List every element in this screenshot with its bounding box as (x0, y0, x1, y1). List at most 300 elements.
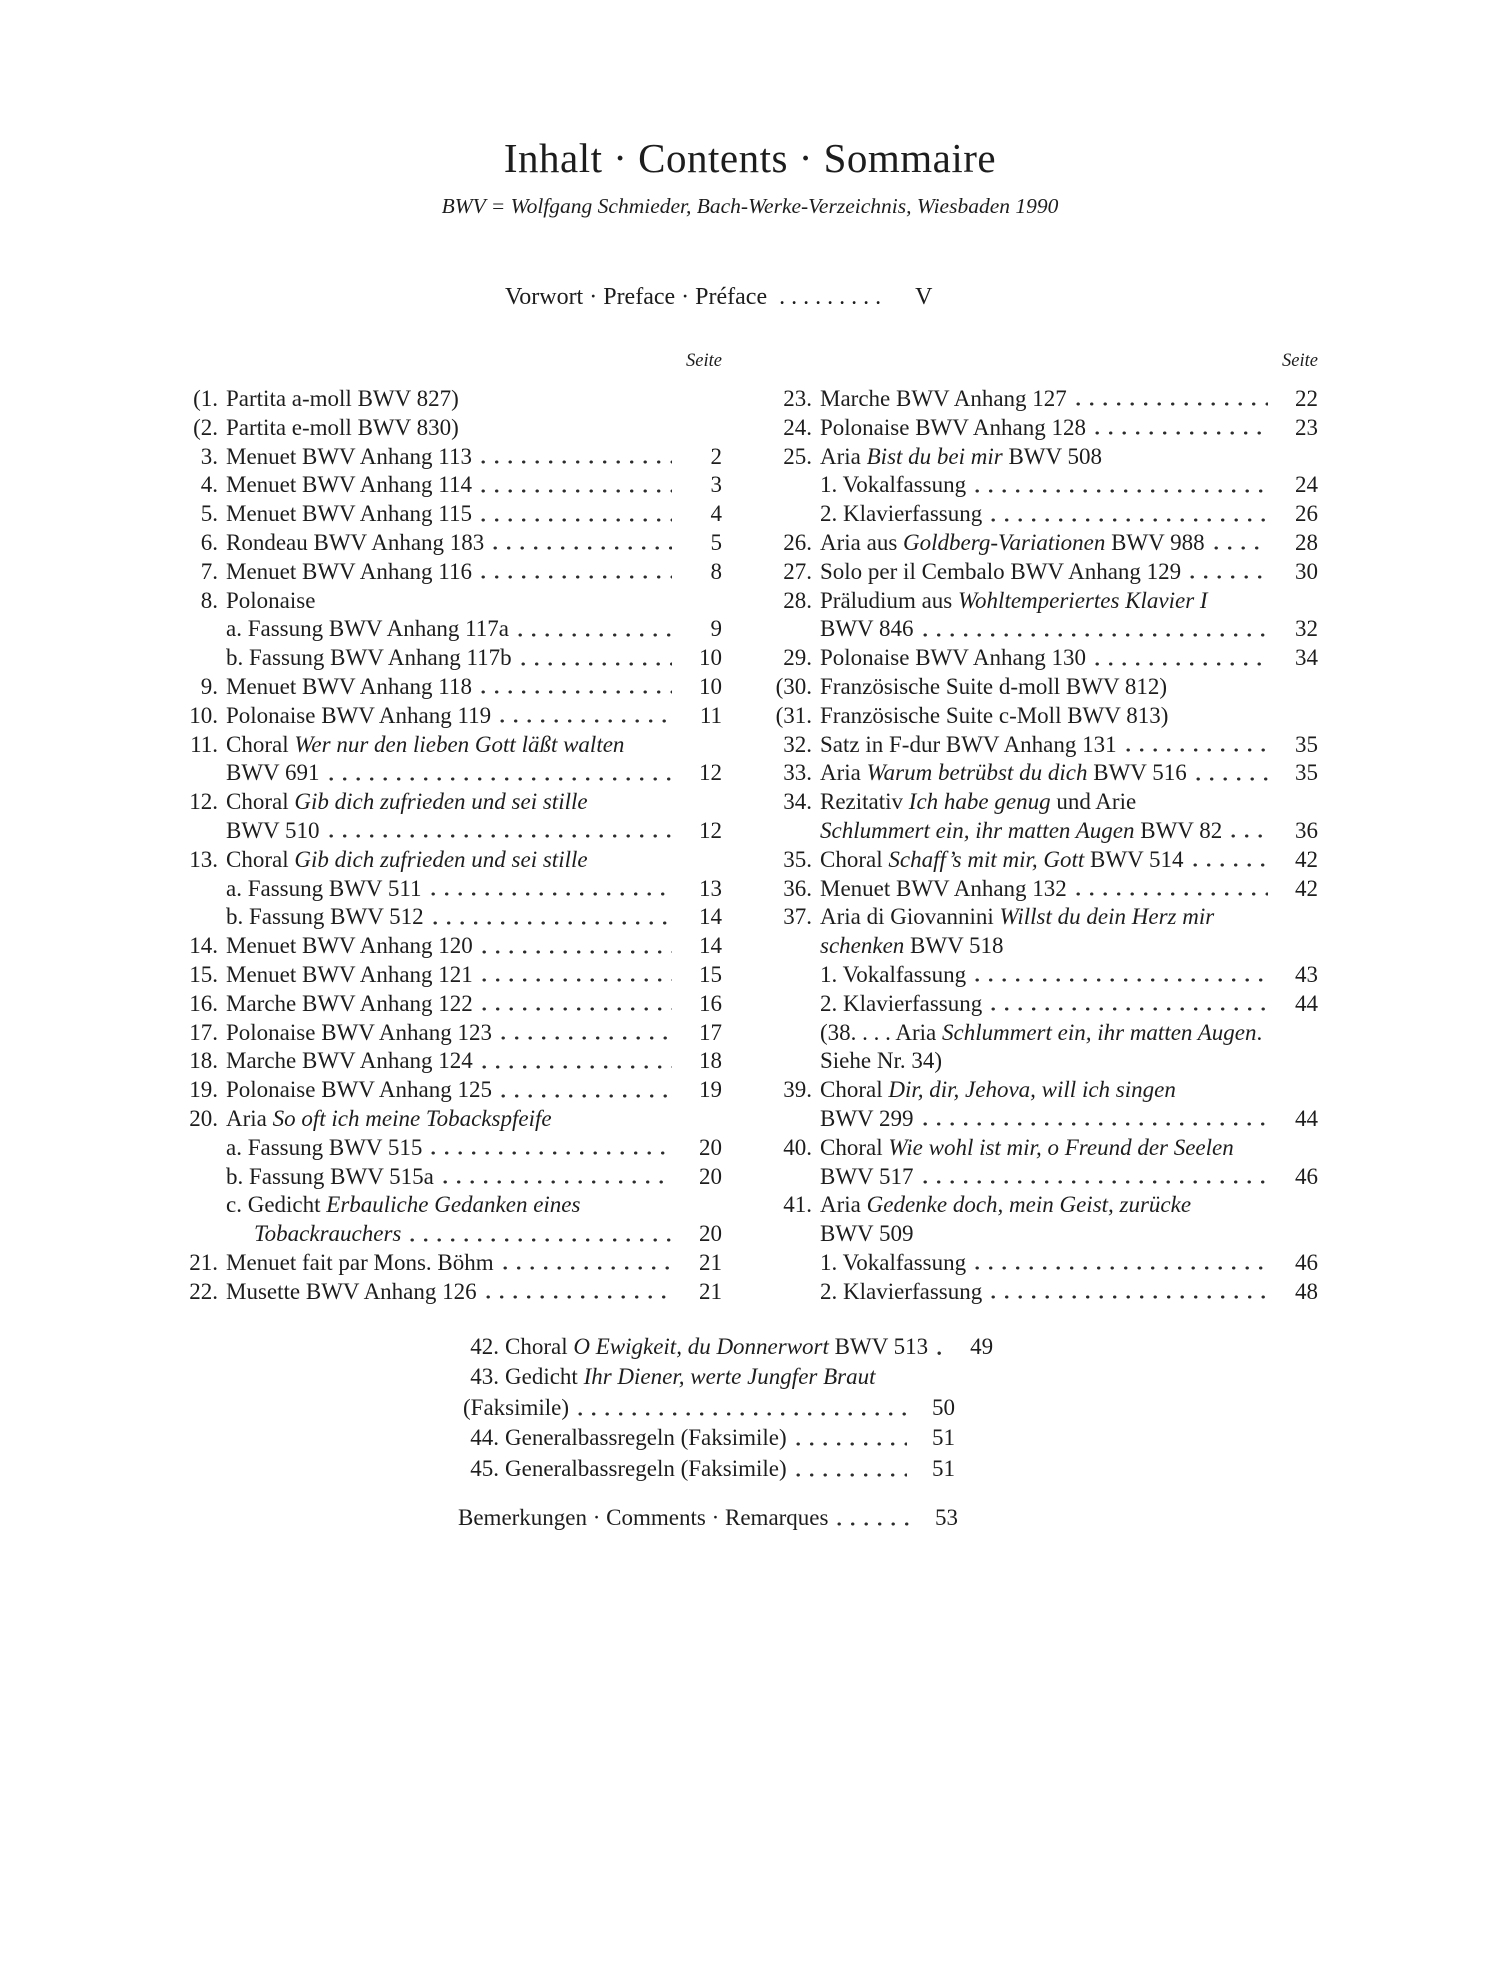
toc-entry (770, 903, 1318, 932)
entry-title (226, 817, 320, 846)
dot-leader (521, 644, 672, 673)
toc-entry (770, 1220, 1318, 1249)
entry-number: 8. (200, 587, 218, 613)
entry-page-number: 49 (970, 1334, 994, 1359)
dot-leader (923, 1105, 1269, 1134)
entry-title (226, 1076, 492, 1105)
dot-leader (518, 615, 672, 644)
entry-title (820, 385, 1067, 414)
toc-column-left (152, 351, 722, 1307)
entry-title-segment: Satz in F-dur BWV Anhang 131 (820, 731, 1117, 757)
entry-title-segment: 1. Vokalfassung (820, 1249, 967, 1275)
entry-title-segment: Ihr Diener, werte Jungfer Braut (583, 1364, 876, 1390)
toc-entry (770, 385, 1318, 414)
page-title: Inhalt · Contents · Sommaire (503, 135, 997, 181)
toc-entry (770, 1047, 1318, 1076)
entry-title (226, 788, 588, 817)
entry-title (820, 644, 1086, 673)
entry-page-number: 20 (699, 1221, 722, 1247)
entry-title-segment: BWV 691 (226, 760, 320, 786)
entry-title-segment: Partita a-moll BWV 827) (226, 386, 459, 411)
entry-title-segment: Polonaise BWV Anhang 125 (226, 1077, 492, 1103)
dot-leader (975, 1249, 1268, 1278)
dot-leader (443, 1163, 672, 1192)
entry-title (820, 731, 1117, 760)
entry-title-segment: Französische Suite c-Moll BWV 813) (820, 702, 1169, 728)
dot-leader (1231, 817, 1268, 846)
toc-entry (770, 1019, 1318, 1048)
entry-page-number: 24 (1295, 472, 1318, 498)
entry-title (820, 1220, 914, 1249)
entry-page-number: 51 (932, 1425, 955, 1451)
entry-title-segment: Aria (820, 1192, 867, 1218)
entry-title (226, 846, 588, 875)
entry-title-segment: Aria (820, 443, 867, 469)
entry-title-segment: . (1256, 1019, 1263, 1045)
entry-number (770, 615, 812, 644)
toc-entry (770, 759, 1318, 788)
entry-title (820, 932, 1004, 961)
dot-leader (837, 1503, 910, 1533)
entry-title-segment: Choral (820, 1134, 889, 1160)
entry-title-segment: Tobackrauchers (254, 1221, 402, 1247)
entry-page-number: 22 (1295, 386, 1318, 411)
entry-title-segment: Solo per il Cembalo BWV Anhang 129 (820, 558, 1182, 584)
entry-number (770, 1047, 812, 1076)
entry-title (820, 1047, 942, 1076)
entry-title-segment: Wie wohl ist mir, o Freund der Seelen (888, 1134, 1234, 1160)
entry-title (226, 1191, 580, 1220)
remarks-page-number: 53 (935, 1505, 958, 1530)
toc-entry (770, 529, 1318, 558)
entry-title-segment: Choral (226, 846, 295, 872)
entry-title-segment: Aria (820, 760, 867, 786)
entry-page-number: 8 (710, 558, 722, 584)
entry-title-segment: (Faksimile) (463, 1394, 570, 1420)
dot-leader (991, 500, 1268, 529)
entry-title (820, 615, 914, 644)
dot-leader (482, 932, 672, 961)
entry-page-number: 26 (1295, 501, 1318, 527)
dot-leader (1196, 759, 1268, 788)
entry-page-number: 34 (1295, 645, 1318, 671)
dot-leader (975, 471, 1268, 500)
entry-number: 34. (783, 789, 812, 815)
entry-title-segment: BWV 508 (1002, 443, 1102, 469)
entry-title-segment: Präludium aus (820, 587, 958, 613)
entry-page-number: 51 (932, 1455, 955, 1481)
entry-title-segment: Schaff’s mit mir, Gott (888, 846, 1085, 872)
entry-title (820, 1163, 914, 1192)
toc-entries-left (152, 385, 722, 1307)
entry-title-segment: Dir, dir, Jehova, will ich singen (888, 1077, 1176, 1103)
toc-entry (770, 702, 1318, 731)
entry-number: 25. (783, 443, 812, 469)
dot-leader (1190, 558, 1268, 587)
entry-number: 28. (783, 587, 812, 613)
entry-title-segment: Marche BWV Anhang 127 (820, 386, 1067, 411)
entry-title-segment: Choral (226, 731, 295, 757)
entry-number: 9. (200, 673, 218, 699)
page-subtitle: BWV = Wolfgang Schmieder, Bach-Werke-Verzeichnis, Wiesbaden 1990 (441, 194, 1059, 218)
entry-number (770, 1105, 812, 1134)
entry-title-segment: Siehe Nr. 34) (820, 1048, 943, 1074)
entry-title (820, 529, 1205, 558)
entry-title (820, 587, 1208, 616)
dot-leader (481, 471, 672, 500)
entry-number (152, 1163, 218, 1192)
entry-title (820, 443, 1102, 472)
entry-number: 7. (200, 558, 218, 584)
toc-entry (152, 1163, 722, 1192)
toc-entry (770, 990, 1318, 1019)
preface-dot-leader: . . . . . . . . . (779, 284, 882, 310)
entry-title (226, 471, 472, 500)
dot-leader (482, 961, 672, 990)
entry-page-number: 20 (699, 1163, 722, 1189)
entry-title-segment: Generalbassregeln (Faksimile) (505, 1425, 787, 1451)
entry-title-segment: BWV 518 (904, 933, 1004, 959)
dot-leader (410, 1220, 672, 1249)
toc-entry (152, 673, 722, 702)
entry-title (820, 500, 982, 529)
entry-number: 26. (783, 529, 812, 555)
toc-entry (152, 990, 722, 1019)
entry-title (505, 1423, 787, 1453)
toc-entry (152, 875, 722, 904)
dot-leader (578, 1393, 907, 1423)
entry-number (770, 1163, 812, 1192)
entry-number (770, 1019, 812, 1048)
toc-entry (770, 1105, 1318, 1134)
entry-number (152, 1191, 218, 1220)
entry-page-number: 21 (699, 1278, 722, 1304)
dot-leader (991, 1278, 1268, 1307)
toc-entry (770, 644, 1318, 673)
entry-title-segment: Choral (820, 846, 889, 872)
entry-title (226, 932, 473, 961)
entry-number: 6. (200, 529, 218, 555)
entry-title (820, 414, 1086, 443)
entry-title (226, 759, 320, 788)
toc-entry (152, 443, 722, 472)
dot-leader (1076, 385, 1268, 414)
entry-number (152, 759, 218, 788)
entry-title-segment: O Ewigkeit, du Donnerwort (573, 1334, 829, 1359)
entry-title-segment: Wer nur den lieben Gott läßt walten (294, 731, 625, 757)
entry-title (820, 759, 1187, 788)
entry-page-number: 28 (1295, 529, 1318, 555)
entry-number: 5. (200, 501, 218, 527)
entry-title (226, 1019, 492, 1048)
entry-number (770, 932, 812, 961)
entry-title-segment: BWV 513 (828, 1334, 929, 1359)
entry-page-number: 35 (1295, 760, 1318, 786)
entry-title (226, 1220, 401, 1249)
toc-entry (152, 414, 722, 443)
entry-number (770, 500, 812, 529)
entry-page-number: 12 (699, 817, 722, 843)
entry-title (226, 558, 472, 587)
entry-title (226, 702, 491, 731)
entry-title-segment: Menuet BWV Anhang 114 (226, 472, 472, 498)
entry-title-segment: BWV 509 (820, 1221, 914, 1247)
toc-entry (152, 587, 722, 616)
preface-line (505, 284, 932, 311)
entry-page-number: 18 (699, 1048, 722, 1074)
entry-title (226, 961, 473, 990)
entry-page-number: 10 (699, 645, 722, 671)
toc-entry (152, 529, 722, 558)
dot-leader (503, 1249, 672, 1278)
entry-title-segment: Aria aus (820, 529, 904, 555)
toc-entry (152, 615, 722, 644)
entry-title (820, 1278, 982, 1307)
entry-title-segment: Menuet fait par Mons. Böhm (226, 1249, 494, 1275)
entry-title-segment: Schlummert ein, ihr matten Augen (820, 817, 1135, 843)
toc-entry (770, 471, 1318, 500)
entry-title-segment: BWV 988 (1105, 529, 1205, 555)
toc-entry (152, 1249, 722, 1278)
toc-entry (455, 1393, 955, 1423)
entry-title (820, 1105, 914, 1134)
dot-leader (433, 903, 672, 932)
toc-entry (770, 587, 1318, 616)
entry-number: 41. (783, 1192, 812, 1218)
dot-leader (329, 759, 673, 788)
entry-title-segment: und Arie (1050, 789, 1137, 815)
entry-title (505, 1454, 787, 1484)
entry-title-segment: Menuet BWV Anhang 121 (226, 961, 473, 987)
dot-leader (481, 443, 672, 472)
entry-number: 35. (783, 846, 812, 872)
entry-title (820, 1249, 966, 1278)
entry-title (226, 1278, 477, 1307)
entry-title-segment: So oft ich meine Tobackspfeife (272, 1105, 552, 1131)
dot-leader (937, 1332, 945, 1362)
entry-title-segment: a. Fassung BWV 511 (226, 875, 422, 901)
dot-leader (493, 529, 672, 558)
entry-title-segment: Marche BWV Anhang 122 (226, 990, 473, 1016)
entry-title-segment: a. Fassung BWV Anhang 117a (226, 616, 510, 642)
entry-title (226, 1047, 473, 1076)
entry-title-segment: Musette BWV Anhang 126 (226, 1278, 477, 1304)
entry-title-segment: Polonaise (226, 587, 316, 613)
dot-leader (1193, 846, 1268, 875)
entry-page-number: 14 (699, 933, 722, 959)
entry-title-segment: BWV 510 (226, 817, 320, 843)
toc-entry (152, 385, 722, 414)
entry-title-segment: 1. Vokalfassung (820, 472, 967, 498)
entry-title-segment: b. Fassung BWV Anhang 117b (226, 645, 512, 671)
entry-page-number: 42 (1295, 846, 1318, 872)
entry-title-segment: 2. Klavierfassung (820, 990, 983, 1016)
entry-page-number: 23 (1295, 414, 1318, 440)
dot-leader (1214, 529, 1268, 558)
dot-leader (1095, 644, 1268, 673)
toc-entry (152, 1134, 722, 1163)
entry-title-segment: Gib dich zufrieden und sei stille (294, 846, 588, 872)
entry-title-segment: Erbauliche Gedanken eines (326, 1192, 581, 1218)
toc-entry (455, 1423, 955, 1453)
dot-leader (431, 875, 673, 904)
entry-page-number: 35 (1295, 731, 1318, 757)
entry-number: 14. (189, 933, 218, 959)
entry-title (226, 1249, 494, 1278)
dot-leader (329, 817, 673, 846)
toc-entry (770, 1076, 1318, 1105)
entry-title (226, 1134, 422, 1163)
entry-title-segment: Marche BWV Anhang 124 (226, 1048, 473, 1074)
entry-number: 22. (189, 1278, 218, 1304)
entry-number: 44. (470, 1425, 499, 1451)
entry-title-segment: Choral (226, 789, 295, 815)
toc-entry (770, 817, 1318, 846)
entry-title-segment: Choral (505, 1334, 574, 1359)
entry-number: 17. (189, 1019, 218, 1045)
entry-title-segment: b. Fassung BWV 512 (226, 904, 424, 930)
entry-number: 4. (200, 472, 218, 498)
entry-title (226, 731, 624, 760)
entry-title-segment: (38. . . . Aria (820, 1019, 943, 1045)
entry-title-segment: Warum betrübst du dich (866, 760, 1088, 786)
entry-title-segment: 1. Vokalfassung (820, 961, 967, 987)
entry-title (226, 644, 512, 673)
entry-page-number: 9 (710, 616, 722, 642)
preface-page-number: V (915, 284, 933, 310)
entry-page-number: 15 (699, 961, 722, 987)
entry-title (226, 587, 315, 616)
entry-title (226, 615, 509, 644)
toc-entry (455, 1454, 955, 1484)
entry-title (226, 875, 422, 904)
entry-number: (30. (775, 673, 812, 699)
entry-title-segment: Willst du dein Herz mir (999, 904, 1215, 930)
toc-entry (770, 615, 1318, 644)
toc-entry (152, 1076, 722, 1105)
dot-leader (923, 615, 1269, 644)
entry-number (152, 903, 218, 932)
toc-entry (770, 961, 1318, 990)
toc-entry (152, 558, 722, 587)
entry-title (505, 1332, 928, 1362)
dot-leader (481, 673, 672, 702)
entry-page-number: 48 (1295, 1278, 1318, 1304)
entry-title-segment: Menuet BWV Anhang 116 (226, 558, 472, 584)
toc-entry (152, 471, 722, 500)
entry-title-segment: Generalbassregeln (Faksimile) (505, 1455, 787, 1481)
toc-entry (455, 1362, 955, 1392)
toc-entry (770, 1163, 1318, 1192)
entry-title-segment: Menuet BWV Anhang 120 (226, 933, 473, 959)
dot-leader (501, 1019, 672, 1048)
entry-title-segment: Menuet BWV Anhang 113 (226, 443, 472, 469)
entry-title (505, 1362, 876, 1392)
entry-title-segment: Wohltemperiertes Klavier I (958, 587, 1208, 613)
entry-title-segment: BWV 846 (820, 616, 914, 642)
toc-entry (152, 1047, 722, 1076)
entry-title (820, 903, 1214, 932)
entry-title-segment: Ich habe genug (908, 789, 1051, 815)
entry-number (152, 875, 218, 904)
entry-number (770, 990, 812, 1019)
entry-title (820, 846, 1184, 875)
entry-page-number: 4 (710, 501, 722, 527)
toc-entry (770, 500, 1318, 529)
entry-title-segment: b. Fassung BWV 515a (226, 1163, 434, 1189)
entry-number: (31. (775, 702, 812, 728)
entry-page-number: 44 (1295, 1105, 1318, 1131)
toc-entry (152, 788, 722, 817)
entry-number (770, 471, 812, 500)
entry-number: 40. (783, 1134, 812, 1160)
toc-entry (152, 903, 722, 932)
entry-title (820, 1134, 1234, 1163)
toc-entry (152, 961, 722, 990)
toc-entry (152, 500, 722, 529)
entry-number: (2. (193, 414, 218, 440)
entry-number (152, 1134, 218, 1163)
entry-number (152, 817, 218, 846)
entry-page-number: 5 (710, 529, 722, 555)
toc-entry (152, 731, 722, 760)
toc-entry (770, 1249, 1318, 1278)
entry-title (820, 817, 1222, 846)
entry-page-number: 3 (710, 472, 722, 498)
entry-number: 32. (783, 731, 812, 757)
toc-entry (152, 846, 722, 875)
dot-leader (481, 558, 672, 587)
dot-leader (1095, 414, 1268, 443)
entry-page-number: 19 (699, 1077, 722, 1103)
entry-title-segment: Menuet BWV Anhang 115 (226, 501, 472, 527)
entry-title (820, 471, 966, 500)
entry-title-segment: Polonaise BWV Anhang 123 (226, 1019, 492, 1045)
entry-title-segment: Aria (226, 1105, 273, 1131)
entry-number: 21. (189, 1249, 218, 1275)
toc-entry (770, 788, 1318, 817)
entry-number: 45. (470, 1455, 499, 1481)
dot-leader (481, 500, 672, 529)
dot-leader (975, 961, 1268, 990)
entry-number: 27. (783, 558, 812, 584)
entry-page-number: 44 (1295, 990, 1318, 1016)
entry-page-number: 17 (699, 1019, 722, 1045)
entry-title (226, 1105, 552, 1134)
entry-number: 33. (783, 760, 812, 786)
entry-title-segment: Gedenke doch, mein Geist, zurücke (866, 1192, 1192, 1218)
entry-title (820, 788, 1136, 817)
preface-label: Vorwort · Preface · Préface (505, 284, 768, 310)
remarks-line (458, 1503, 958, 1533)
dot-leader (500, 702, 672, 731)
entry-title (226, 1163, 434, 1192)
remarks-label: Bemerkungen · Comments · Remarques (458, 1505, 829, 1530)
column-header-seite-left: Seite (686, 351, 722, 371)
entry-number (770, 1249, 812, 1278)
toc-entry (152, 759, 722, 788)
toc-entry (770, 1134, 1318, 1163)
toc-entry (152, 817, 722, 846)
entry-number: 20. (189, 1105, 218, 1131)
entry-title-segment: 2. Klavierfassung (820, 1278, 983, 1304)
entry-page-number: 2 (710, 443, 722, 469)
entry-number: 39. (783, 1077, 812, 1103)
dot-leader (482, 990, 672, 1019)
toc-entry (770, 1191, 1318, 1220)
entry-page-number: 20 (699, 1134, 722, 1160)
entry-page-number: 42 (1295, 875, 1318, 901)
